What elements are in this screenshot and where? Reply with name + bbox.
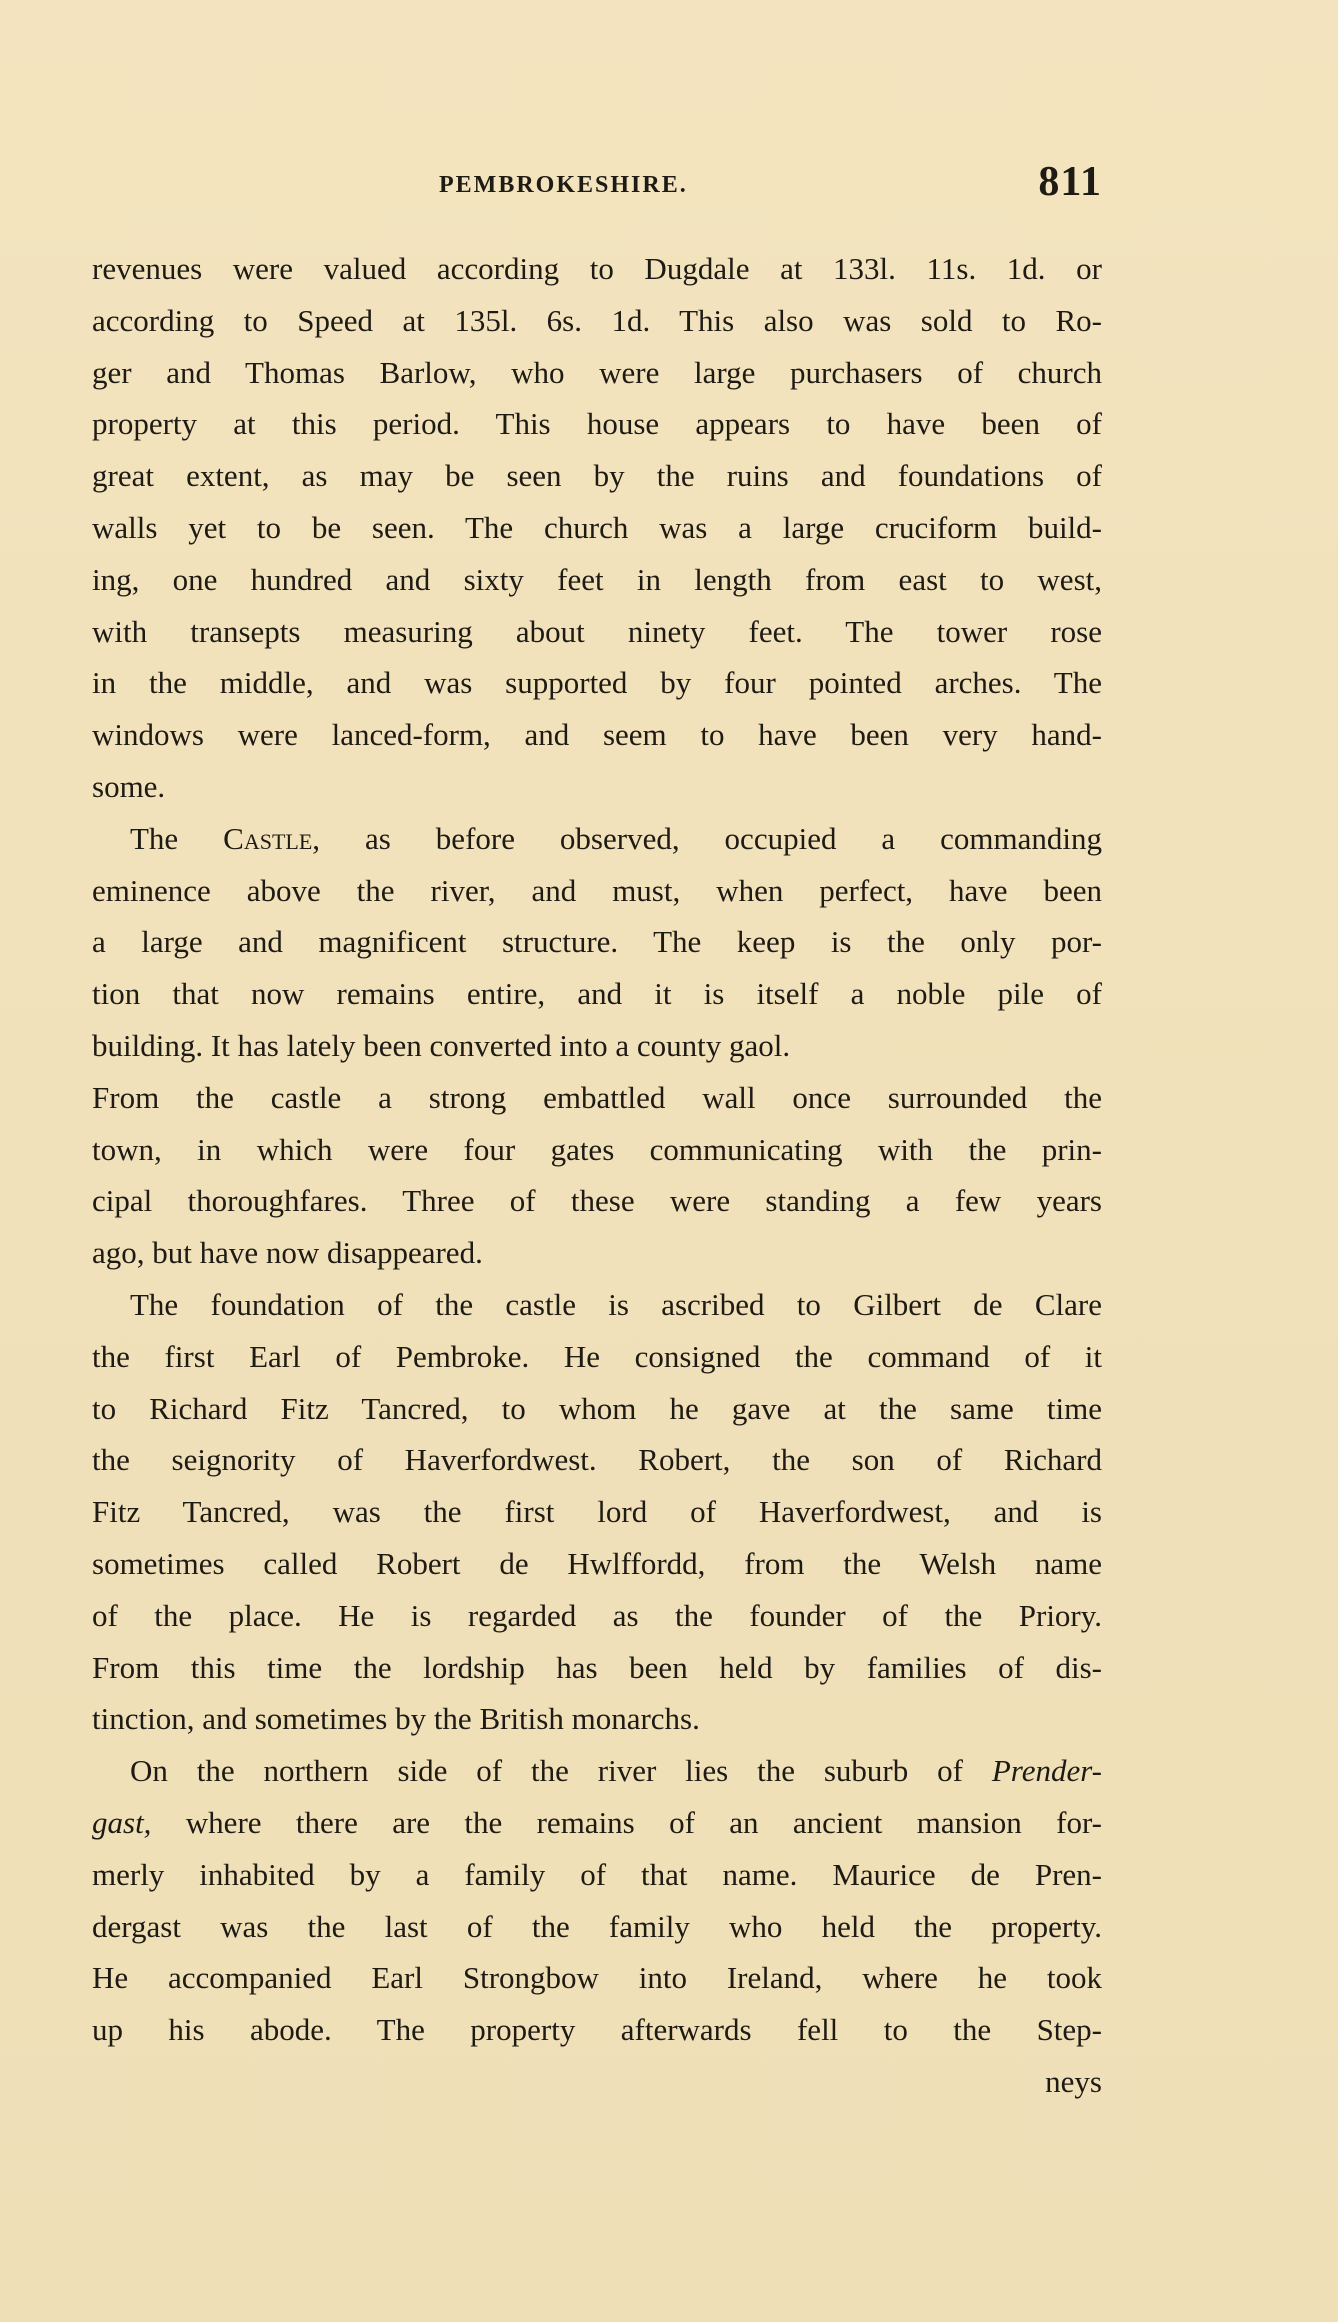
text-line: revenues were valued according to Dugdale at 133l. 11s. 1d. or [92, 251, 1102, 286]
text-line: From the castle a strong embattled wall once surrounded the [92, 1079, 1102, 1115]
text-line: merly inhabited by a family of that name. Maurice de Pren- [92, 1856, 1102, 1892]
text-line: walls yet to be seen. The church was a large cruciform build- [92, 509, 1102, 545]
paragraph-4 [92, 1745, 1102, 2056]
line-rest: as before observed, occupied a commanding [365, 820, 1102, 856]
text-line: ger and Thomas Barlow, who were large purchasers of church [92, 354, 1102, 390]
text-line: dergast was the last of the family who held the property. [92, 1908, 1102, 1944]
paragraph-1 [92, 243, 1102, 813]
text-line: ago, but have now disappeared. [92, 1235, 483, 1271]
text-line: From this time the lordship has been held by families of dis- [92, 1649, 1102, 1685]
text-line: great extent, as may be seen by the ruins and foundations of [92, 458, 1102, 494]
prendergast-italic: Prender- [991, 1753, 1102, 1789]
paragraph-2 [92, 813, 1102, 1279]
text-line: some. [92, 768, 166, 804]
line-start: On the northern side of the river lies the suburb of [130, 1753, 963, 1789]
text-line: tion that now remains entire, and it is itself a noble pile of [92, 976, 1102, 1012]
text-line [92, 813, 1102, 865]
text-line: windows were lanced-form, and seem to have been very hand- [92, 717, 1102, 753]
catchword: neys [1045, 2063, 1102, 2099]
text-line: building. It has lately been converted into a county gaol. [92, 1027, 791, 1063]
page-header [92, 158, 1102, 208]
text-line: to Richard Fitz Tancred, to whom he gave at the same time [92, 1390, 1102, 1426]
text-line: The foundation of the castle is ascribed to Gilbert de Clare [130, 1286, 1102, 1322]
line-rest: where there are the remains of an ancient mansion for- [185, 1804, 1103, 1840]
lead-word: The [130, 820, 179, 856]
text-line: sometimes called Robert de Hwlffordd, from the Welsh name [92, 1545, 1102, 1581]
text-line [92, 1797, 1102, 1849]
text-line: property at this period. This house appears to have been of [92, 406, 1102, 442]
text-line: up his abode. The property afterwards fell to the Step- [92, 2012, 1102, 2048]
text-line: with transepts measuring about ninety feet. The tower rose [92, 613, 1102, 649]
text-line: eminence above the river, and must, when perfect, have been [92, 872, 1102, 908]
running-head: PEMBROKESHIRE. [439, 172, 688, 198]
text-line: the seignority of Haverfordwest. Robert, the son of Richard [92, 1442, 1102, 1478]
page-number: 811 [1038, 159, 1102, 205]
text-line: He accompanied Earl Strongbow into Ireland, where he took [92, 1960, 1102, 1996]
text-line: Fitz Tancred, was the first lord of Haverfordwest, and is [92, 1494, 1102, 1530]
paragraph-3 [92, 1279, 1102, 1745]
text-line: of the place. He is regarded as the founder of the Priory. [92, 1597, 1102, 1633]
body-text [92, 243, 1102, 2108]
prendergast-italic: gast, [92, 1804, 152, 1840]
text-line: town, in which were four gates communicating with the prin- [92, 1131, 1102, 1167]
text-line: according to Speed at 135l. 6s. 1d. This also was sold to Ro- [92, 302, 1102, 338]
text-line: the first Earl of Pembroke. He consigned the command of it [92, 1338, 1102, 1374]
text-line: in the middle, and was supported by four pointed arches. The [92, 665, 1102, 701]
text-line [92, 1745, 1102, 1797]
text-line: tinction, and sometimes by the British monarchs. [92, 1701, 700, 1737]
text-line: a large and magnificent structure. The keep is the only por- [92, 924, 1102, 960]
text-line: cipal thoroughfares. Three of these were standing a few years [92, 1183, 1102, 1219]
castle-small-caps: Castle, [223, 820, 321, 856]
text-line: ing, one hundred and sixty feet in length from east to west, [92, 561, 1102, 597]
